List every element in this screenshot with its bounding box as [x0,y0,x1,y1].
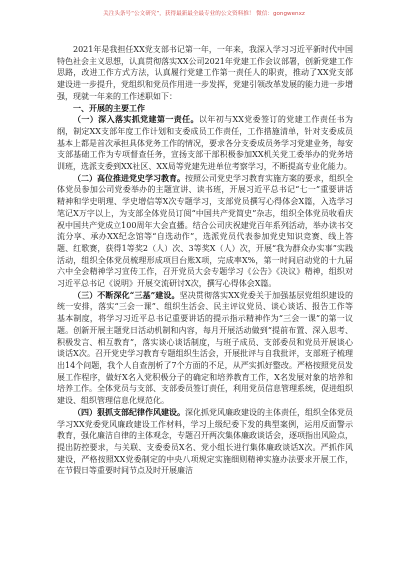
section-heading: 一、开展的主要工作 [73,102,145,113]
item-paragraph-2 [57,173,353,290]
item-title-3: （三）不断深化“三基”建设。 [73,289,180,300]
item-paragraph-3 [57,290,353,407]
item-body-4: 深化抓党风廉政建设的主体责任，组织全体党员学习XX党委党风廉政建设工作材料，学习上级纪委下发的典型案例，运用反面警示教育，强化廉洁自律的主体观念，专题召开两次集体廉政谈话会，逐项指出风险点，提出防控要求，与关联、支委委员X名、党小组长进行集体廉政谈话X次。严抓作风建设，严格按照XX党委制定的中央八项规定实施细则精神实施办法要求开展工作，在节假日等重要时间节点及时开展廉洁 [57,407,353,476]
item-paragraph-4 [57,407,353,477]
item-title-4: （四）狠抓支部纪律作风建设。 [73,406,185,417]
document-body [57,44,353,477]
promo-banner: 关注头条号“公文研究”，获得最新最全最专业的公文资料推！ 微信：gongwenxz [103,11,305,17]
item-title-2: （二）高位推进党史学习教育。 [73,172,185,183]
item-body-3: 坚决贯彻落实XX党委关于加强基层党组织建设的统一安排，落实“三会一课”、组织生活会、民主评议党员、谈心谈话、报告工作等基本制度，将学习习近平总书记重要讲话的提示指示精神作为“三会一课”的第一议题。创新开展主题党日活动机制和内容，每月开展活动做到“提前布置、深入思考、积极发言、相互教育”，落实谈心谈话制度，与班子成员、支部委员和党员开展谈心谈话X次。召开党史学习教育专题组织生活会，开展批评与自我批评，支部班子梳理出14个问题，我个人自查剖析了7个方面的不足，从严实抓好整改。严格按照党员发展工作程序，做好X名入党积极分子的确定和培养教育工作，X名发展对象的培养和培养工作。全体党员与支部、支部委员签订责任，利用党员信息管理系统，促进组织建设、组织管理信息化规范化。 [57,290,354,406]
item-paragraph-1 [57,114,353,173]
item-body-2: 按照公司党史学习教育实施方案的要求，组织全体党员参加公司党委举办的主题宣讲、读书班，开展习近平总书记“七一”重要讲话精神和学史明理、学史增信等X次专题学习，支部党员撰写心得体会X篇，入选学习笔记X万字以上，为支部全体党员订阅“中国共产党简史”杂志，组织全体党员收看庆祝中国共产党成立100周年大会直播。结合公司庆祝建党百年系列活动，举办读书交流分享、承办XX纪念馆等“自选动作”，选派党员代表参加党史知识竞赛、线上答题、红歌赛，获得1等奖2（人）次、3等奖X（人）次，开展“我为群众办实事”实践活动，组织全体党员梳理形成项目台账X项，完成率X%，第一时间启动党的十九届六中全会精神学习宣传工作，召开党员大会专题学习《公告》《决议》精神，组织对习近平总书记《说明》开展交流研讨X次，撰写心得体会X篇。 [57,173,353,289]
item-body-1: 以年初与XX党委签订的党建工作责任书为纲，制定XX支部年度工作计划和支委成员工作责任，工作措施清单，针对支委成员基本上都是首次承担具体党务工作的情况，要求各分支委成员务学习党建业务，每安支部基础工作为专项督查任务，宣扬支部干部积极参加XX机关党工委举办的党务培训班，选派支委到XX社区、XX局等党建先进单位考察学习，不断提高专业化能力。 [57,115,354,172]
item-title-1: （一）深入落实抓党建第一责任。 [73,114,199,125]
intro-paragraph: 2021年是我担任XX党支部书记第一年，一年来，我深入学习习近平新时代中国特色社会主义思想，认真贯彻落实XX公司2021年党建工作会议部署，创新党建工作思路，改进工作方式方法，认真履行党建工作第一责任人的职责，推动了XX党支部建设进一步提升，党组织和党员作用进一步发挥，党建引领改革发展的能力进一步增强，现就一年来的工作述职如下： [57,45,353,101]
